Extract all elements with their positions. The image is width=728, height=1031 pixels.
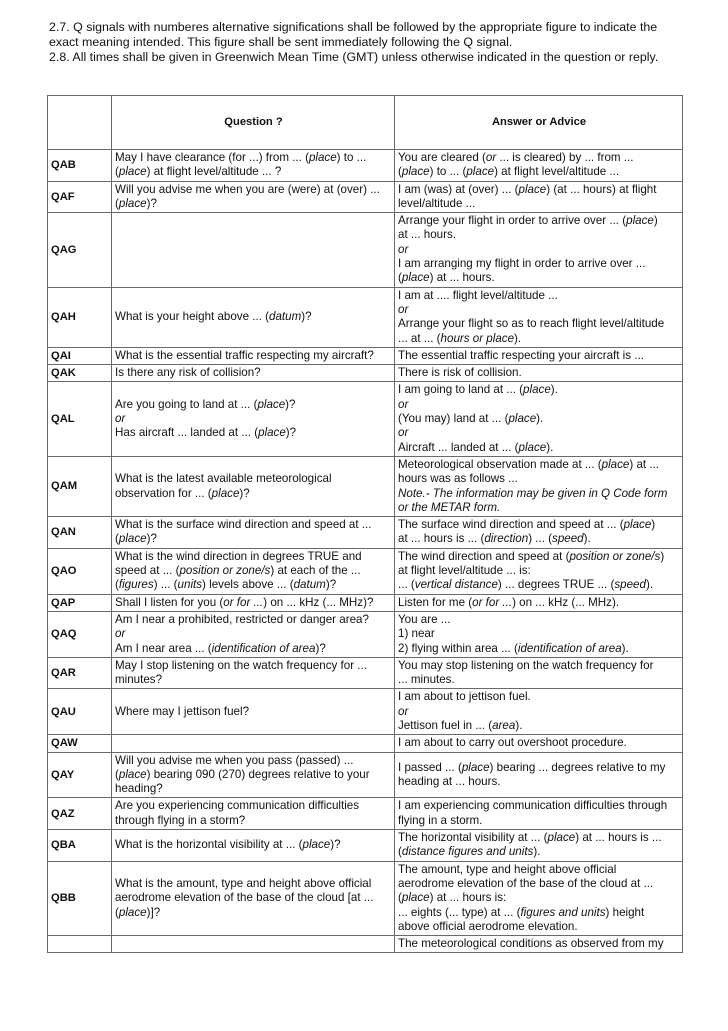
answer-line: 2) flying within area ... (identification of area).	[398, 641, 629, 655]
table-row	[48, 287, 683, 347]
answer-line: (place) at ... hours.	[398, 271, 495, 285]
question-line: Is there any risk of collision?	[115, 366, 261, 380]
question-line: speed at ... (position or zone/s) at each of the ...	[115, 564, 361, 578]
question-line: What is your height above ... (datum)?	[115, 310, 312, 324]
answer-line: heading at ... hours.	[398, 775, 501, 789]
answer-line: Arrange your flight so as to reach flight level/altitude	[398, 317, 665, 331]
answer-line: The meteorological conditions as observed from my	[398, 937, 664, 951]
answer-line: I am (was) at (over) ... (place) (at ... hours) at flight	[398, 182, 657, 196]
answer-cell	[395, 735, 683, 752]
question-line: (place) at flight level/altitude ... ?	[115, 165, 282, 179]
question-line: What is the horizontal visibility at ... (place)?	[115, 838, 341, 852]
question-cell	[112, 287, 395, 347]
answer-line: above official aerodrome elevation.	[398, 919, 578, 933]
answer-line: or	[398, 397, 409, 411]
question-cell	[112, 365, 395, 382]
q-code-cell: QAY	[48, 752, 112, 798]
q-code-cell: QAM	[48, 456, 112, 516]
answer-cell	[395, 517, 683, 549]
question-line: May I stop listening on the watch frequency for ...	[115, 658, 367, 672]
q-code-cell: QAO	[48, 548, 112, 594]
q-code-cell: QAP	[48, 594, 112, 611]
answer-line: at ... hours.	[398, 228, 456, 242]
question-cell	[112, 181, 395, 213]
q-code-cell: QAG	[48, 213, 112, 287]
question-line: What is the essential traffic respecting my aircraft?	[115, 348, 374, 362]
table-row	[48, 798, 683, 830]
answer-line: or	[398, 242, 409, 256]
question-line: (place)?	[115, 196, 157, 210]
answer-line: The amount, type and height above official	[398, 862, 617, 876]
answer-line: I am at .... flight level/altitude ...	[398, 288, 558, 302]
q-code-cell: QAR	[48, 657, 112, 689]
table-row	[48, 382, 683, 456]
q-code-cell: QBB	[48, 861, 112, 935]
question-line: (place) bearing 090 (270) degrees relative to your	[115, 767, 370, 781]
answer-line: ... (vertical distance) ... degrees TRUE ... (speed).	[398, 578, 654, 592]
answer-cell	[395, 752, 683, 798]
answer-line: I passed ... (place) bearing ... degrees relative to my	[398, 760, 666, 774]
q-signals-table	[47, 95, 683, 953]
question-line: aerodrome elevation of the base of the cloud [at ...	[115, 891, 374, 905]
table-header-row	[48, 96, 683, 150]
question-line: minutes?	[115, 673, 163, 687]
answer-cell	[395, 213, 683, 287]
answer-line: Note.- The information may be given in Q Code form	[398, 486, 668, 500]
answer-cell	[395, 657, 683, 689]
answer-line: Jettison fuel in ... (area).	[398, 718, 523, 732]
answer-line: You are cleared (or ... is cleared) by ... from ...	[398, 151, 634, 164]
question-line: Shall I listen for you (or for ...) on ... kHz (... MHz)?	[115, 595, 374, 609]
question-cell	[112, 936, 395, 953]
q-code-cell: QAK	[48, 365, 112, 382]
table-row	[48, 830, 683, 862]
answer-line: (You may) land at ... (place).	[398, 412, 544, 426]
answer-line: You may stop listening on the watch frequency for	[398, 658, 654, 672]
question-line: May I have clearance (for ...) from ... (place) to ...	[115, 151, 367, 164]
question-cell	[112, 861, 395, 935]
answer-cell	[395, 548, 683, 594]
answer-line: ... at ... (hours or place).	[398, 331, 522, 345]
question-line: Am I near area ... (identification of area)?	[115, 641, 326, 655]
question-cell	[112, 456, 395, 516]
question-line: Will you advise me when you are (were) at (over) ...	[115, 182, 380, 196]
q-code-cell: QAU	[48, 689, 112, 735]
question-cell	[112, 594, 395, 611]
question-cell	[112, 798, 395, 830]
answer-cell	[395, 689, 683, 735]
answer-line: There is risk of collision.	[398, 366, 522, 380]
intro-paragraph-2-8: 2.8. All times shall be given in Greenwich Mean Time (GMT) unless otherwise indicated in the question or reply.	[49, 50, 659, 64]
table-row	[48, 936, 683, 953]
answer-line: You are ...	[398, 612, 451, 626]
table-row	[48, 456, 683, 516]
question-cell	[112, 752, 395, 798]
question-line: (place)]?	[115, 905, 161, 919]
answer-cell	[395, 365, 683, 382]
question-line: Where may I jettison fuel?	[115, 704, 250, 718]
question-cell	[112, 382, 395, 456]
table-row	[48, 181, 683, 213]
answer-cell	[395, 150, 683, 182]
answer-line: Arrange your flight in order to arrive over ... (place)	[398, 214, 658, 228]
table-row	[48, 594, 683, 611]
question-line: Are you experiencing communication difficulties	[115, 799, 360, 813]
table-row	[48, 517, 683, 549]
question-line: What is the latest available meteorological	[115, 472, 332, 486]
answer-line: I am about to carry out overshoot procedure.	[398, 736, 627, 750]
q-code-cell: QAH	[48, 287, 112, 347]
answer-line: I am arranging my flight in order to arrive over ...	[398, 257, 646, 271]
answer-line: I am experiencing communication difficulties through	[398, 799, 668, 813]
answer-line: Listen for me (or for ...) on ... kHz (... MHz).	[398, 595, 620, 609]
answer-line: at flight level/altitude ... is:	[398, 564, 531, 578]
answer-line: flying in a storm.	[398, 813, 483, 827]
answer-line: (place) to ... (place) at flight level/altitude ...	[398, 165, 620, 179]
question-line: Am I near a prohibited, restricted or danger area?	[115, 612, 369, 626]
header-answer: Answer or Advice	[395, 96, 683, 150]
question-cell	[112, 548, 395, 594]
question-line: What is the wind direction in degrees TRUE and	[115, 549, 362, 563]
answer-cell	[395, 347, 683, 364]
table-row	[48, 365, 683, 382]
table-row	[48, 548, 683, 594]
q-code-cell	[48, 936, 112, 953]
question-line: or	[115, 412, 126, 426]
q-code-cell: QAL	[48, 382, 112, 456]
question-line: Will you advise me when you pass (passed) ...	[115, 753, 354, 767]
answer-line: The essential traffic respecting your aircraft is ...	[398, 348, 644, 362]
question-line: Has aircraft ... landed at ... (place)?	[115, 426, 297, 440]
answer-line: I am going to land at ... (place).	[398, 383, 558, 397]
answer-cell	[395, 611, 683, 657]
answer-line: at ... hours is ... (direction) ... (speed).	[398, 532, 591, 546]
answer-cell	[395, 382, 683, 456]
q-code-cell: QBA	[48, 830, 112, 862]
question-cell	[112, 689, 395, 735]
question-line: What is the amount, type and height above official	[115, 876, 372, 890]
question-cell	[112, 735, 395, 752]
question-cell	[112, 150, 395, 182]
answer-line: (distance figures and units).	[398, 845, 541, 859]
table-row	[48, 347, 683, 364]
answer-cell	[395, 936, 683, 953]
answer-line: I am about to jettison fuel.	[398, 690, 531, 704]
answer-line: The surface wind direction and speed at ... (place)	[398, 518, 656, 532]
table-row	[48, 689, 683, 735]
answer-line: aerodrome elevation of the base of the cloud at ...	[398, 876, 654, 890]
answer-cell	[395, 181, 683, 213]
answer-line: or	[398, 426, 409, 440]
answer-cell	[395, 287, 683, 347]
answer-line: level/altitude ...	[398, 196, 476, 210]
question-cell	[112, 830, 395, 862]
question-line: observation for ... (place)?	[115, 486, 250, 500]
question-line: or	[115, 627, 126, 641]
table-row	[48, 150, 683, 182]
header-question: Question ?	[112, 96, 395, 150]
question-cell	[112, 657, 395, 689]
answer-line: hours was as follows ...	[398, 472, 518, 486]
q-code-cell: QAZ	[48, 798, 112, 830]
question-line: heading?	[115, 782, 163, 796]
q-code-cell: QAF	[48, 181, 112, 213]
q-code-cell: QAI	[48, 347, 112, 364]
answer-line: (place) at ... hours is:	[398, 891, 507, 905]
question-cell	[112, 347, 395, 364]
question-line: through flying in a storm?	[115, 813, 246, 827]
answer-line: The horizontal visibility at ... (place) at ... hours is ...	[398, 831, 662, 845]
table-row	[48, 752, 683, 798]
answer-cell	[395, 861, 683, 935]
answer-line: Meteorological observation made at ... (place) at ...	[398, 457, 660, 471]
intro-paragraph-2-7: 2.7. Q signals with numberes alternative significations shall be followed by the appropriate figure to indicate the exact meaning intended. This figure shall be sent immediately following the Q signal.	[49, 20, 658, 49]
answer-line: Aircraft ... landed at ... (place).	[398, 440, 554, 454]
answer-line: ... minutes.	[398, 673, 455, 687]
table-row	[48, 861, 683, 935]
answer-line: or the METAR form.	[398, 500, 501, 514]
answer-line: 1) near	[398, 627, 435, 641]
answer-line: or	[398, 302, 409, 316]
question-line: Are you going to land at ... (place)?	[115, 397, 296, 411]
question-cell	[112, 517, 395, 549]
answer-line: or	[398, 704, 409, 718]
question-cell	[112, 611, 395, 657]
question-line: What is the surface wind direction and speed at ...	[115, 518, 372, 532]
table-row	[48, 611, 683, 657]
q-code-cell: QAN	[48, 517, 112, 549]
answer-cell	[395, 798, 683, 830]
intro-text	[49, 20, 689, 65]
header-code	[48, 96, 112, 150]
question-line: (place)?	[115, 532, 157, 546]
q-code-cell: QAW	[48, 735, 112, 752]
answer-cell	[395, 594, 683, 611]
question-line: (figures) ... (units) levels above ... (datum)?	[115, 578, 337, 592]
question-cell	[112, 213, 395, 287]
q-code-cell: QAB	[48, 150, 112, 182]
table-row	[48, 735, 683, 752]
q-code-cell: QAQ	[48, 611, 112, 657]
answer-line: The wind direction and speed at (position or zone/s)	[398, 549, 665, 563]
table-row	[48, 657, 683, 689]
table-row	[48, 213, 683, 287]
answer-cell	[395, 456, 683, 516]
answer-line: ... eights (... type) at ... (figures and units) height	[398, 905, 645, 919]
answer-cell	[395, 830, 683, 862]
